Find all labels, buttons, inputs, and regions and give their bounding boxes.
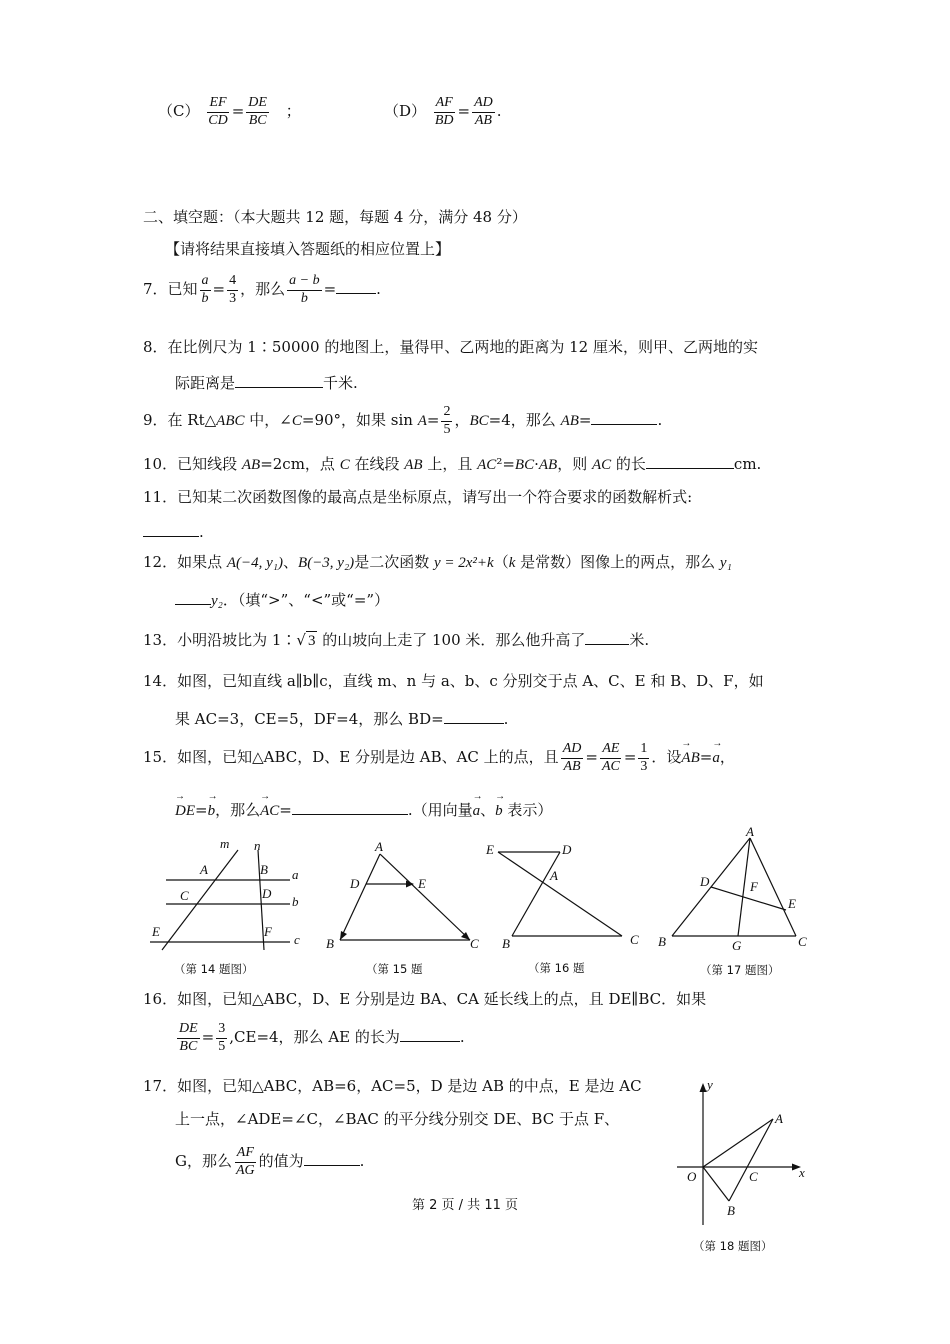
label-b: B: [727, 1203, 735, 1218]
label-e: E: [486, 842, 494, 857]
question-8-line1: 8．在比例尺为 1∶50000 的地图上，量得甲、乙两地的距离为 12 厘米，则甲、乙两地的实: [143, 338, 758, 356]
figure-17: [672, 838, 796, 936]
label-a-point: A: [200, 862, 208, 877]
label-d: D: [350, 876, 360, 891]
figure-14-caption: （第 14 题图）: [174, 962, 254, 976]
question-17-line3: G，那么 $\frac{AF}{AG}$ 的值为 .: [175, 1145, 365, 1178]
label-d-point: D: [262, 886, 272, 901]
label-a: A: [775, 1111, 783, 1126]
answer-blank[interactable]: [585, 630, 629, 645]
answer-blank[interactable]: [646, 454, 734, 469]
question-16-line2: $\frac{DE}{BC}$ = $\frac{3}{5}$ ,CE=4，那么 AE 的长为 .: [179, 1021, 465, 1054]
label-d: D: [562, 842, 572, 857]
figure-17-labels: [658, 824, 807, 977]
answer-blank[interactable]: [175, 590, 211, 605]
answer-blank[interactable]: [591, 410, 657, 425]
label-e-point: E: [152, 924, 160, 939]
question-7: 7．已知 $\frac{a}{b}$ = $\frac{4}{3}$ ，那么 $\frac{a - b}{b}$ = .: [143, 273, 381, 306]
question-14-line1: 14．如图，已知直线 a∥b∥c，直线 m、n 与 a、b、c 分别交于点 A、C、E 和 B、D、F，如: [143, 672, 764, 690]
label-b-point: B: [260, 862, 268, 877]
figure-17-caption: （第 17 题图）: [700, 963, 780, 977]
label-n: n: [254, 838, 261, 853]
question-9: 9．在 Rt△ABC 中，∠C=90°，如果 sin A= $\frac{2}{5}$ ，BC=4，那么 AB= .: [143, 404, 663, 437]
label-c: C: [630, 932, 639, 947]
label-y: y: [707, 1077, 713, 1092]
answer-blank[interactable]: [304, 1151, 360, 1166]
answer-blank[interactable]: [444, 709, 504, 724]
figure-16-caption: （第 16 题: [528, 961, 585, 975]
answer-blank[interactable]: [292, 800, 408, 815]
label-f: F: [750, 879, 758, 894]
figure-15: [340, 854, 470, 940]
answer-blank[interactable]: [336, 279, 376, 294]
question-15-line1: 15．如图，已知△ABC，D、E 分别是边 AB、AC 上的点，且 $\frac{AD}{AB}$ = $\frac{AE}{AC}$ = $\frac{1}{3}$ ．设→ AB=→ a，: [143, 742, 735, 774]
section-title: 二、填空题：（本大题共 12 题，每题 4 分，满分 48 分）: [143, 208, 527, 226]
question-13: 13．小明沿坡比为 1∶√ 3 的山坡向上走了 100 米．那么他升高了 米.: [143, 631, 650, 649]
option-c: （C） $\frac{EF}{CD}$ = $\frac{DE}{BC}$ ；: [158, 95, 301, 128]
option-d: （D） $\frac{AF}{BD}$ = $\frac{AD}{AB}$ .: [384, 95, 502, 128]
label-m: m: [220, 836, 230, 851]
label-e: E: [788, 896, 796, 911]
question-14-line2: 果 AC=3，CE=5，DF=4，那么 BD= .: [175, 710, 509, 728]
label-b-line: b: [292, 894, 299, 909]
label-c: C: [470, 936, 479, 951]
label-a: A: [375, 839, 383, 854]
label-b: B: [326, 936, 334, 951]
figure-15-caption: （第 15 题: [366, 962, 423, 976]
question-10: 10．已知线段 AB=2cm，点 C 在线段 AB 上，且 AC²=BC·AB，则 AC 的长 cm.: [143, 455, 762, 473]
answer-blank[interactable]: [400, 1027, 460, 1042]
page-footer: 第 2 页 / 共 11 页: [412, 1198, 518, 1213]
question-17-line2: 上一点，∠ADE=∠C，∠BAC 的平分线分别交 DE、BC 于点 F、: [175, 1110, 620, 1128]
label-c: C: [749, 1169, 758, 1184]
label-a: A: [746, 824, 754, 839]
label-d: D: [700, 874, 710, 889]
answer-blank[interactable]: [235, 373, 323, 388]
figure-18: [665, 1075, 825, 1260]
label-c-point: C: [180, 888, 189, 903]
figure-15-labels: [326, 839, 479, 976]
label-g: G: [732, 938, 742, 953]
question-16-line1: 16．如图，已知△ABC，D、E 分别是边 BA、CA 延长线上的点，且 DE∥BC．如果: [143, 990, 707, 1008]
label-x: x: [799, 1165, 805, 1180]
label-o: O: [687, 1169, 697, 1184]
label-b: B: [658, 934, 666, 949]
figure-18-caption: （第 18 题图）: [693, 1239, 773, 1253]
question-11-line2: .: [143, 522, 204, 541]
question-8-line2: 际距离是 千米.: [175, 374, 358, 392]
label-b: B: [502, 936, 510, 951]
question-15-line2: → DE=→ b，那么→ AC= .（用向量→ a、→ b 表示）: [175, 800, 552, 820]
label-a-line: a: [292, 867, 299, 882]
label-e: E: [418, 876, 426, 891]
section-instruction: 【请将结果直接填入答题纸的相应位置上】: [165, 240, 451, 258]
figure-16: [498, 852, 622, 936]
answer-blank[interactable]: [143, 522, 199, 537]
label-f-point: F: [264, 924, 272, 939]
label-a: A: [550, 868, 558, 883]
label-c: C: [798, 934, 807, 949]
figure-14-labels: [151, 836, 300, 976]
label-c-line: c: [294, 932, 300, 947]
question-11-line1: 11．已知某二次函数图像的最高点是坐标原点，请写出一个符合要求的函数解析式:: [143, 488, 693, 506]
question-17-line1: 17．如图，已知△ABC，AB=6，AC=5，D 是边 AB 的中点，E 是边 AC: [143, 1077, 642, 1095]
question-12-line1: 12．如果点 A(−4, y₁)、B(−3, y₂)是二次函数 y = 2x²+k（k 是常数）图像上的两点，那么 y₁: [143, 553, 732, 571]
figure-16-labels: [485, 842, 639, 975]
question-12-line2: y₂．（填“>”、“<”或“=”）: [175, 590, 389, 610]
figures-row: [140, 824, 820, 982]
